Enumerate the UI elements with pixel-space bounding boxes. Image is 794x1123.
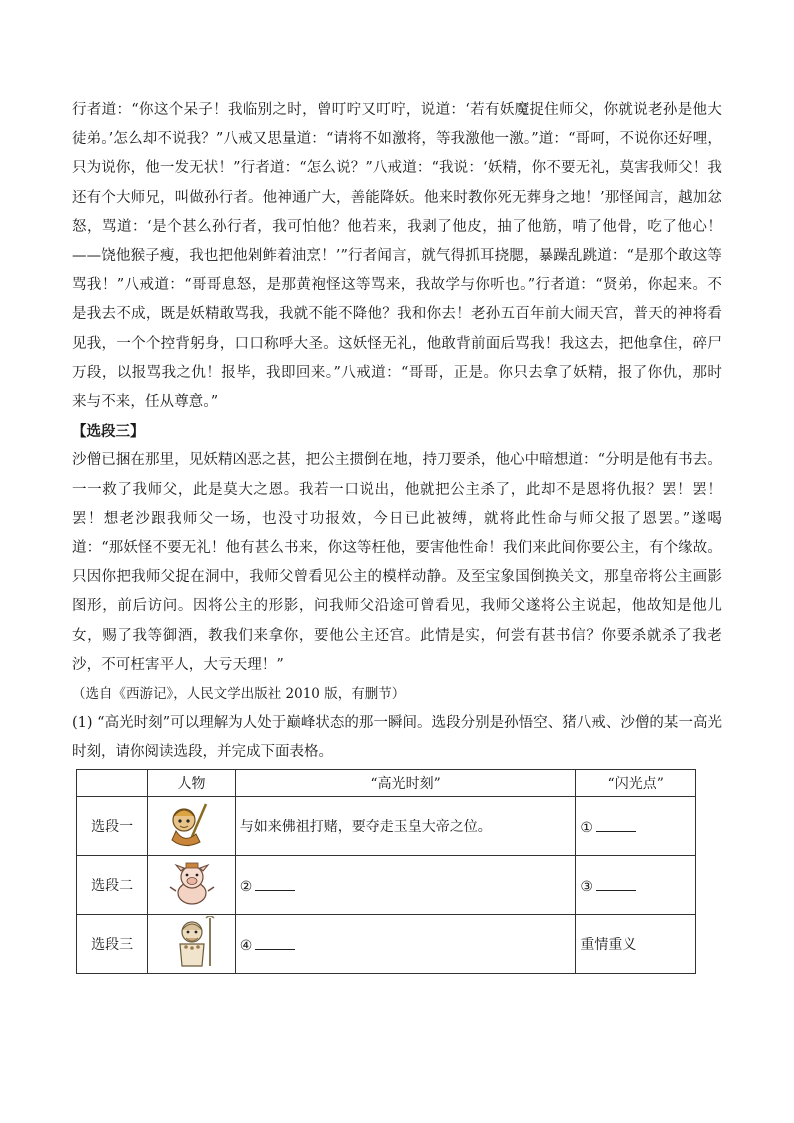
character-cell (148, 797, 235, 856)
blank-marker: ① (580, 819, 593, 836)
document-page (72, 96, 722, 974)
passage-2: 行者道：“你这个呆子！我临别之时，曾叮咛又叮咛，说道：‘若有妖魔捉住师父，你就说老孙是他大徒弟。’怎么却不说我？”八戒又思量道：“请将不如激将，等我激他一激。”道：“哥呵，不说你还好哩，只为说你，他一发无状！”行者道：“怎么说？”八戒道：“我说：‘妖精，你不要无礼，莫害我师父！我还有个大师兄，叫做孙行者。他神通广大，善能降妖。他来时教你死无葬身之地！’那怪闻言，越加忿怒，骂道：‘是个甚么孙行者，我可怕他？他若来，我剥了他皮，抽了他筋，啃了他骨，吃了他心！——饶他猴子瘦，我也把他剁鲊着油烹！’”行者闻言，就气得抓耳挠腮，暴躁乱跳道：“是那个敢这等骂我！”八戒道：“哥哥息怒，是那黄袍怪这等骂来，我故学与你听也。”行者道：“贤弟，你起来。不是我去不成，既是妖精敢骂我，我就不能不降他？我和你去！老孙五百年前大闹天宫，普天的神将看见我，一个个控背躬身，口口称呼大圣。这妖怪无礼，他敢背前面后骂我！我这去，把他拿住，碎尸万段，以报骂我之仇！报毕，我即回来。”八戒道：“哥哥，正是。你只去拿了妖精，报了你仇，那时来与不来，任从尊意。” (72, 102, 722, 411)
header-character: 人物 (148, 770, 235, 797)
highlight-moment-cell (235, 915, 576, 974)
segment-label: 选段一 (77, 797, 148, 856)
segment-label: 选段三 (77, 915, 148, 974)
moment-text: 与如来佛祖打赌，要夺走玉皇大帝之位。 (239, 819, 492, 836)
answer-blank[interactable] (596, 817, 636, 832)
table-row (77, 915, 696, 974)
answer-blank[interactable] (596, 876, 636, 891)
blank-marker: ④ (239, 937, 253, 954)
source-note: （选自《西游记》，人民文学出版社 2010 版，有删节） (72, 686, 406, 703)
segment-label: 选段二 (77, 856, 148, 915)
shining-point-cell (576, 856, 696, 915)
character-cell (148, 856, 235, 915)
sandy-icon (162, 916, 222, 972)
header-shining-point: “闪光点” (576, 770, 696, 797)
character-cell (148, 915, 235, 974)
section-3-heading: 【选段三】 (72, 423, 145, 441)
highlight-moment-cell (235, 856, 576, 915)
flash-text: 重情重义 (580, 937, 637, 954)
highlight-moment-cell (235, 797, 576, 856)
blank-marker: ③ (580, 878, 593, 895)
header-blank (77, 770, 148, 797)
table-header-row (77, 770, 696, 797)
header-highlight-moment: “高光时刻” (235, 770, 576, 797)
answer-blank[interactable] (255, 876, 295, 891)
shining-point-cell (576, 915, 696, 974)
passage-3: 沙僧已捆在那里，见妖精凶恶之甚，把公主掼倒在地，持刀要杀，他心中暗想道：“分明是他有书去。一一救了我师父，此是莫大之恩。我若一口说出，他就把公主杀了，此却不是恩将仇报？罢！罢！罢！想老沙跟我师父一场，也没寸功报效，今日已此被缚，就将此性命与师父报了恩罢。”遂喝道：“那妖怪不要无礼！他有甚么书来，你这等枉他，要害他性命！我们来此间你要公主，有个缘故。只因你把我师父捉在洞中，我师父曾看见公主的模样动静。及至宝象国倒换关文，那皇帝将公主画影图形，前后访问。因将公主的形影，问我师父沿途可曾看见，我师父遂将公主说起，他故知是他儿女，赐了我等御酒，教我们来拿你，要他公主还宫。此情是实，何尝有甚书信？你要杀就杀了我老沙，不可枉害平人，大亏天理！” (72, 452, 722, 673)
monkey-king-icon (162, 800, 222, 852)
table-row (77, 856, 696, 915)
pigsy-icon (162, 859, 222, 911)
blank-marker: ② (239, 878, 253, 895)
question-1: (1) “高光时刻”可以理解为人处于巅峰状态的那一瞬间。选段分别是孙悟空、猪八戒、沙僧的某一高光时刻，请你阅读选段，并完成下面表格。 (72, 715, 722, 761)
table-row (77, 797, 696, 856)
shining-point-cell (576, 797, 696, 856)
highlight-table (76, 769, 696, 974)
answer-blank[interactable] (255, 935, 295, 950)
